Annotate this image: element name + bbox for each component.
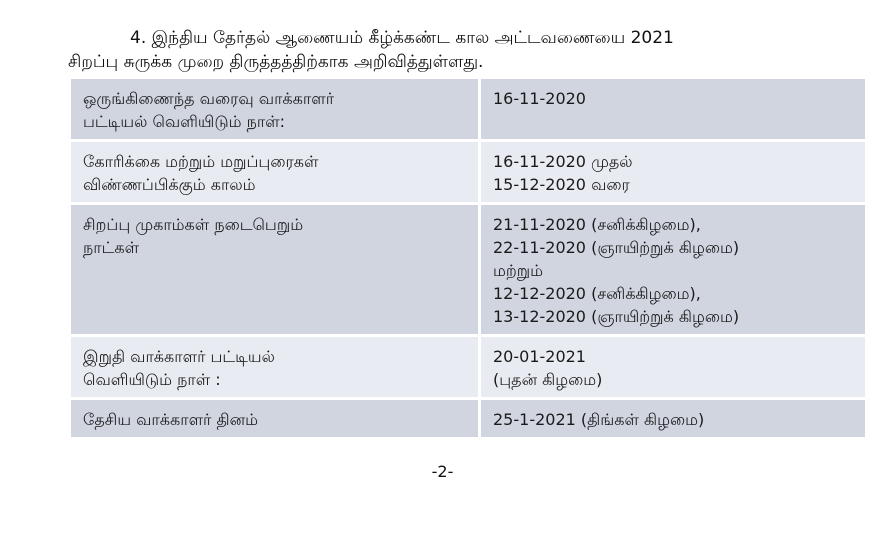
- label-text: தேசிய வாக்காளர் தினம்: [83, 410, 258, 429]
- label-text: கோரிக்கை மற்றும் மறுப்புரைகள்: [83, 152, 319, 171]
- table-row-special-camps: [71, 205, 865, 334]
- intro-line-2: சிறப்பு சுருக்க முறை திருத்தத்திற்காக அறிவித்துள்ளது.: [68, 52, 484, 72]
- value-text: 12-12-2020 (சனிக்கிழமை),: [493, 284, 701, 303]
- value-text: 20-01-2021: [493, 347, 586, 366]
- label-text: விண்ணப்பிக்கும் காலம்: [83, 175, 256, 194]
- value-cell: [481, 337, 865, 397]
- table-row-final-roll: [71, 337, 865, 397]
- value-text: 13-12-2020 (ஞாயிற்றுக் கிழமை): [493, 307, 740, 326]
- value-cell: [481, 400, 865, 437]
- label-text: வெளியிடும் நாள் :: [83, 370, 221, 389]
- value-cell: [481, 205, 865, 334]
- label-cell: [71, 205, 478, 334]
- label-text: பட்டியல் வெளியிடும் நாள்:: [83, 112, 286, 131]
- value-text: மற்றும்: [493, 261, 544, 280]
- table-row-voters-day: [71, 400, 865, 437]
- value-text: 16-11-2020 முதல்: [493, 152, 633, 171]
- value-text: 16-11-2020: [493, 89, 586, 108]
- label-cell: [71, 142, 478, 202]
- value-cell: [481, 79, 865, 139]
- table-row-claims-period: [71, 142, 865, 202]
- value-cell: [481, 142, 865, 202]
- value-text: 21-11-2020 (சனிக்கிழமை),: [493, 215, 701, 234]
- label-cell: [71, 337, 478, 397]
- label-text: இறுதி வாக்காளர் பட்டியல்: [83, 347, 275, 366]
- label-cell: [71, 79, 478, 139]
- schedule-table: [68, 76, 868, 440]
- label-text: சிறப்பு முகாம்கள் நடைபெறும்: [83, 215, 304, 234]
- value-text: (புதன் கிழமை): [493, 370, 603, 389]
- table-row-draft-roll: [71, 79, 865, 139]
- label-cell: [71, 400, 478, 437]
- page-number: -2-: [431, 462, 454, 481]
- label-text: ஒருங்கிணைந்த வரைவு வாக்காளர்: [83, 89, 335, 108]
- value-text: 22-11-2020 (ஞாயிற்றுக் கிழமை): [493, 238, 740, 257]
- intro-line-1: 4. இந்திய தேர்தல் ஆணையம் கீழ்க்கண்ட கால அட்டவணையை 2021: [130, 28, 674, 48]
- label-text: நாட்கள்: [83, 238, 140, 257]
- value-text: 25-1-2021 (திங்கள் கிழமை): [493, 410, 705, 429]
- intro-paragraph: [68, 26, 858, 74]
- value-text: 15-12-2020 வரை: [493, 175, 630, 194]
